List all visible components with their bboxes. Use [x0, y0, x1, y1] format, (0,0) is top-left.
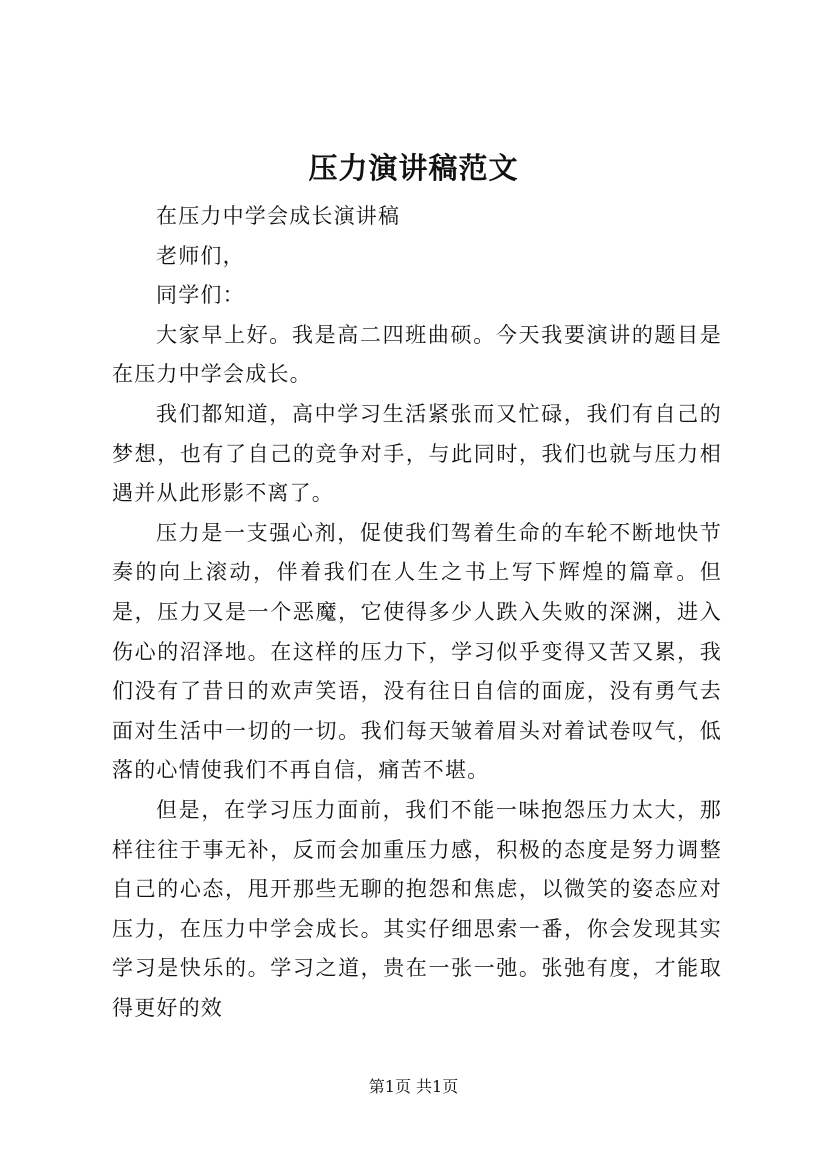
- paragraph-greeting-students: 同学们：: [156, 283, 245, 308]
- paragraph-greeting-teachers: 老师们，: [156, 243, 245, 268]
- paragraph-intro: 大家早上好。我是高二四班曲硕。今天我要演讲的题目是在压力中学会成长。: [112, 322, 722, 387]
- paragraph-body: 我们都知道，高中学习生活紧张而又忙碌，我们有自己的梦想，也有了自己的竞争对手，与此同时，我们也就与压力相遇并从此形影不离了。: [112, 401, 722, 506]
- page-number-footer: 第1页 共1页: [368, 1077, 459, 1096]
- paragraph-body: 但是，在学习压力面前，我们不能一味抱怨压力太大，那样往往于事无补，反而会加重压力感，积极的态度是努力调整自己的心态，甩开那些无聊的抱怨和焦虑，以微笑的姿态应对压力，在压力中学会成长。其实仔细思索一番，你会发现其实学习是快乐的。学习之道，贵在一张一弛。张弛有度，才能取得更好的效: [112, 797, 722, 1020]
- document-body: [112, 197, 722, 1028]
- paragraph-body: 压力是一支强心剂，促使我们驾着生命的车轮不断地快节奏的向上滚动，伴着我们在人生之书上写下辉煌的篇章。但是，压力又是一个恶魔，它使得多少人跌入失败的深渊，进入伤心的沼泽地。在这样的压力下，学习似乎变得又苦又累，我们没有了昔日的欢声笑语，没有往日自信的面庞，没有勇气去面对生活中一切的一切。我们每天皱着眉头对着试卷叹气，低落的心情使我们不再自信，痛苦不堪。: [112, 520, 722, 783]
- paragraph-subtitle: 在压力中学会成长演讲稿: [156, 204, 401, 228]
- document-title: 压力演讲稿范文: [308, 151, 519, 185]
